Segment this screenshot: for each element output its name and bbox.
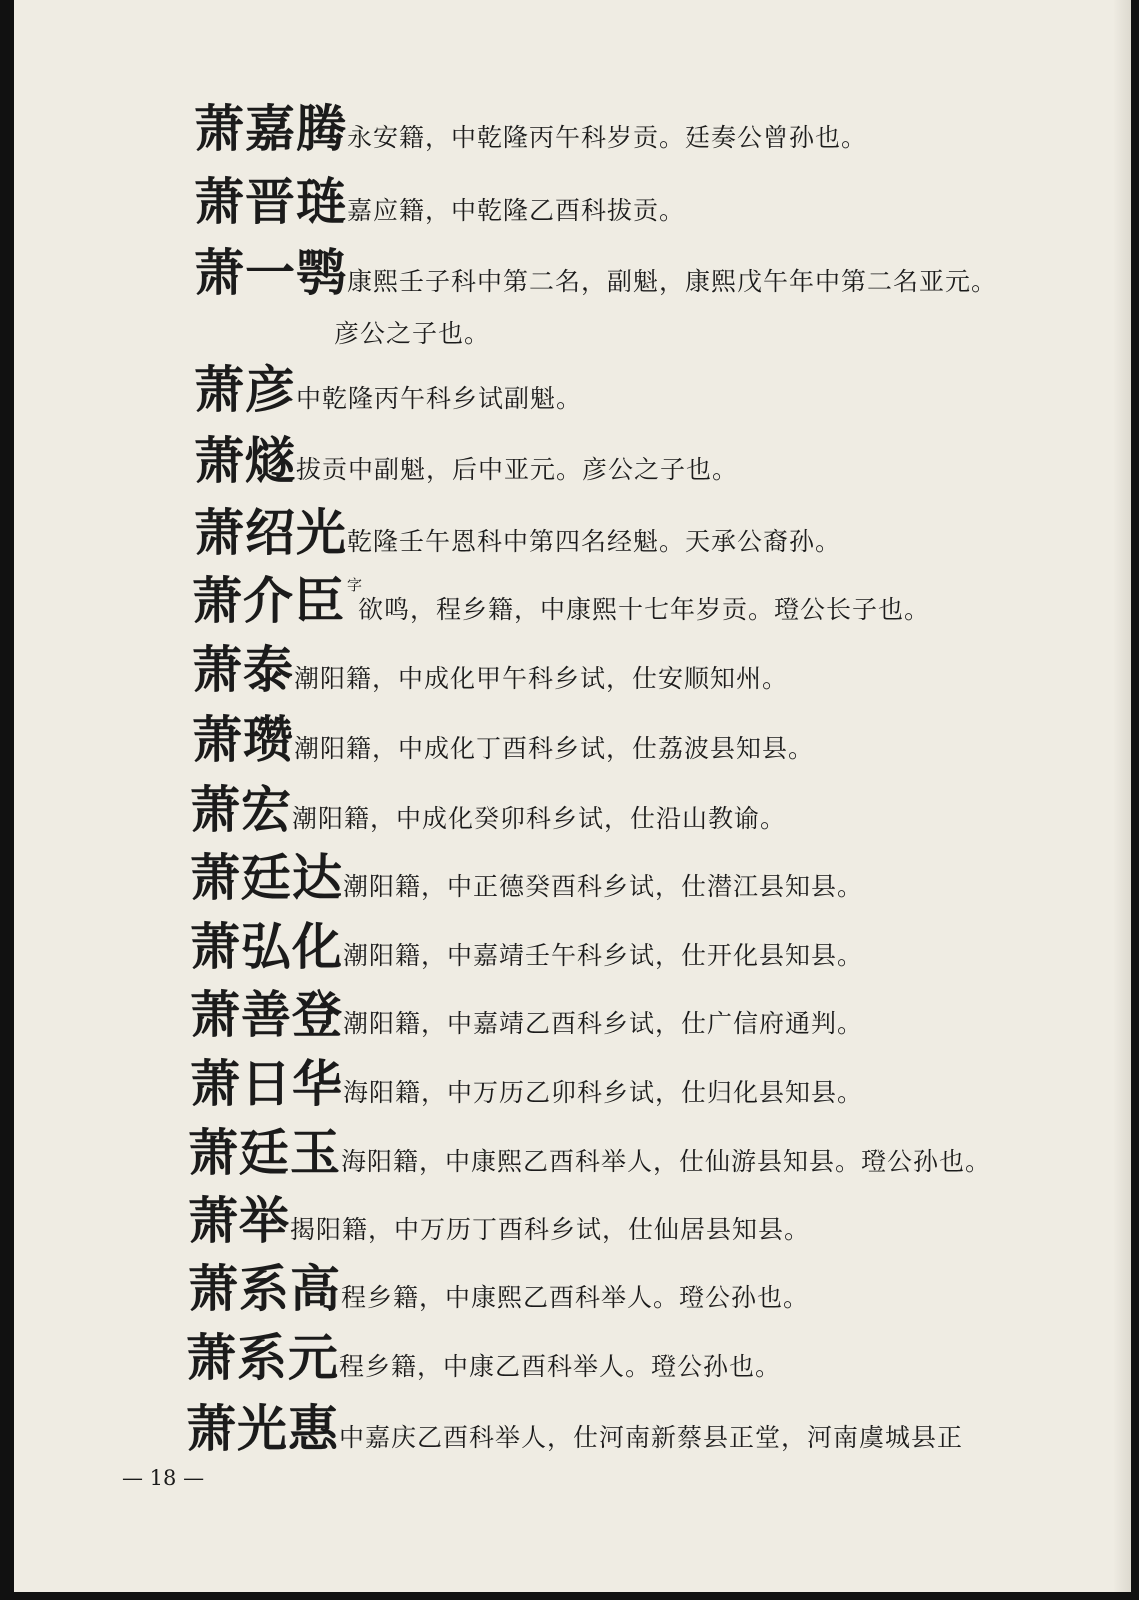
entry-name: 萧廷玉	[188, 1123, 341, 1182]
entry-description: 程乡籍，中康熙乙酉科举人。璒公孙也。	[341, 1283, 810, 1312]
entry-description: 潮阳籍，中成化甲午科乡试，仕安顺知州。	[294, 664, 789, 693]
entry-description: 康熙壬子科中第二名，副魁，康熙戊午年中第二名亚元。	[347, 267, 998, 296]
page-number: — 18 —	[122, 1466, 205, 1490]
entry-description: 潮阳籍，中成化丁酉科乡试，仕荔波县知县。	[294, 734, 815, 763]
entry-name: 萧举	[188, 1191, 290, 1250]
entry-name: 萧一鹗	[194, 243, 347, 302]
entry-description: 潮阳籍，中嘉靖乙酉科乡试，仕广信府通判。	[343, 1009, 864, 1038]
entry-name: 萧晋琏	[194, 172, 347, 231]
entry-description: 潮阳籍，中正德癸酉科乡试，仕潜江县知县。	[343, 872, 864, 901]
entry-13	[190, 985, 864, 1044]
entry-description: 海阳籍，中万历乙卯科乡试，仕归化县知县。	[343, 1078, 864, 1107]
entry-15	[188, 1123, 992, 1182]
entry-name: 萧宏	[190, 780, 292, 839]
entry-3	[194, 243, 998, 302]
entry-name: 萧介臣	[192, 571, 345, 630]
entry-name: 萧系高	[188, 1259, 341, 1318]
entry-continuation: 彦公之子也。	[334, 319, 491, 348]
entry-name: 萧嘉腾	[194, 99, 347, 158]
entry-18	[186, 1328, 782, 1387]
entry-16	[188, 1191, 811, 1250]
entry-19	[186, 1399, 964, 1458]
entry-6	[194, 503, 842, 562]
entry-10	[190, 780, 787, 839]
entry-8	[192, 640, 789, 699]
entry-description: 中嘉庆乙酉科举人，仕河南新蔡县正堂，河南虞城县正	[339, 1423, 964, 1452]
entry-description: 中乾隆丙午科乡试副魁。	[296, 384, 583, 413]
entry-7	[192, 571, 931, 630]
entry-description: 潮阳籍，中嘉靖壬午科乡试，仕开化县知县。	[343, 941, 864, 970]
entry-description: 嘉应籍，中乾隆乙酉科拔贡。	[347, 196, 686, 225]
entry-name: 萧泰	[192, 640, 294, 699]
entry-4	[194, 360, 583, 419]
entry-description: 程乡籍，中康乙酉科举人。璒公孙也。	[339, 1352, 782, 1381]
entry-5	[194, 431, 739, 490]
entry-name: 萧光惠	[186, 1399, 339, 1458]
entry-description: 潮阳籍，中成化癸卯科乡试，仕沿山教谕。	[292, 804, 787, 833]
page-edge-shadow	[1113, 0, 1131, 1592]
entry-name: 萧系元	[186, 1328, 339, 1387]
entry-description: 欲鸣，程乡籍，中康熙十七年岁贡。璒公长子也。	[358, 595, 931, 624]
courtesy-name-mark: 字	[347, 576, 363, 594]
document-page	[14, 0, 1131, 1592]
entry-2	[194, 172, 686, 231]
entry-name: 萧弘化	[190, 917, 343, 976]
entry-name: 萧彦	[194, 360, 296, 419]
entry-name: 萧燧	[194, 431, 296, 490]
entry-14	[190, 1054, 864, 1113]
entry-9	[192, 710, 815, 769]
entry-name: 萧绍光	[194, 503, 347, 562]
entry-1	[194, 99, 868, 158]
entry-name: 萧善登	[190, 985, 343, 1044]
entry-name: 萧日华	[190, 1054, 343, 1113]
entry-description: 乾隆壬午恩科中第四名经魁。天承公裔孙。	[347, 527, 842, 556]
entry-17	[188, 1259, 810, 1318]
entry-12	[190, 917, 864, 976]
entry-name: 萧瓒	[192, 710, 294, 769]
entry-name: 萧廷达	[190, 848, 343, 907]
entry-11	[190, 848, 864, 907]
entry-description: 海阳籍，中康熙乙酉科举人，仕仙游县知县。璒公孙也。	[341, 1147, 992, 1176]
entry-description: 拔贡中副魁，后中亚元。彦公之子也。	[296, 455, 739, 484]
entry-description: 揭阳籍，中万历丁酉科乡试，仕仙居县知县。	[290, 1215, 811, 1244]
entry-description: 永安籍，中乾隆丙午科岁贡。廷奏公曾孙也。	[347, 123, 868, 152]
